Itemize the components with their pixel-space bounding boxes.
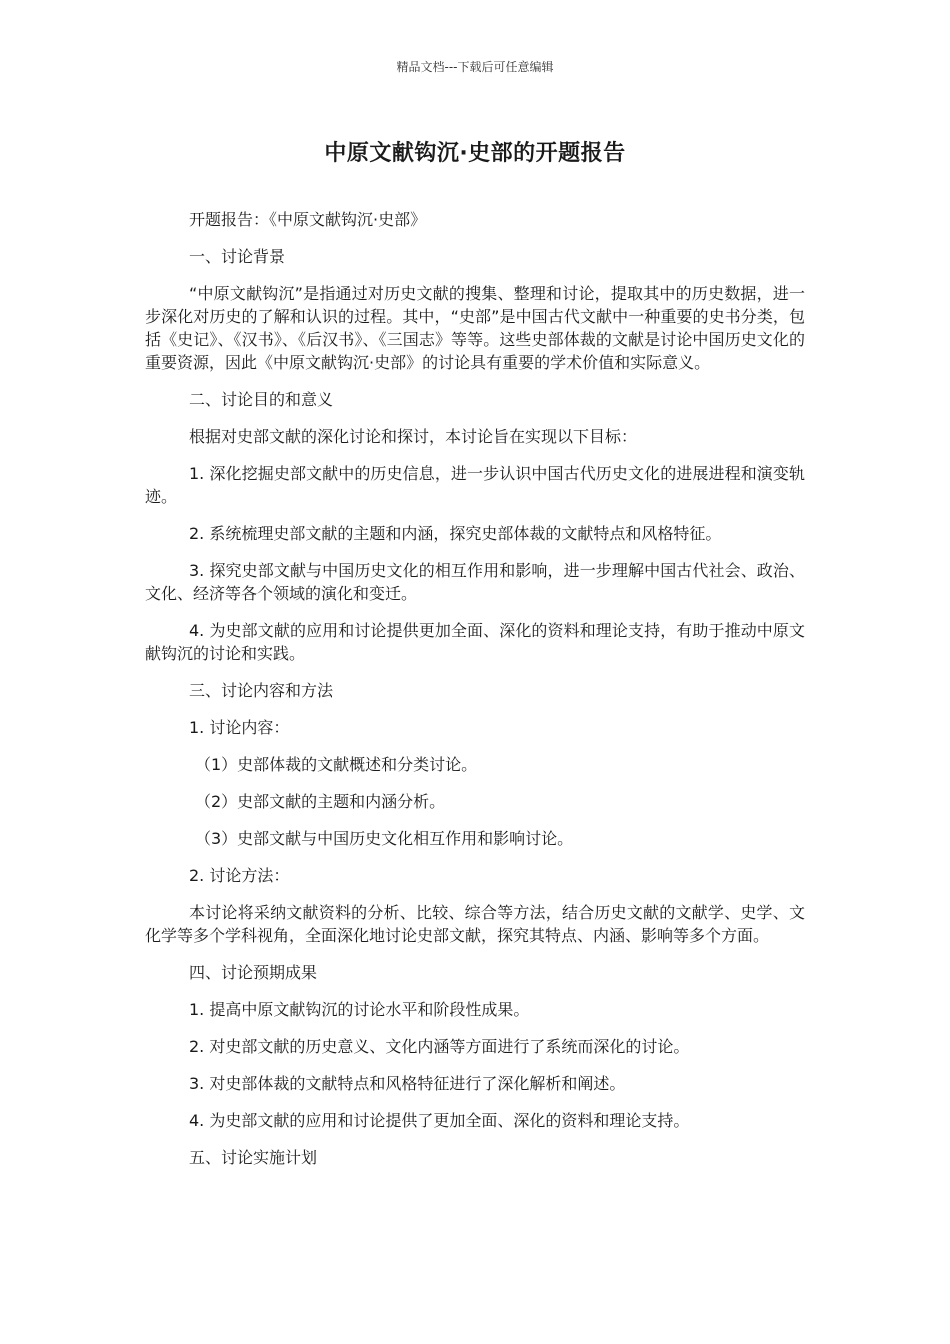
- section-heading-purpose: 二、讨论目的和意义: [189, 390, 334, 409]
- header-note: 精品文档---下载后可任意编辑: [396, 60, 554, 74]
- paragraph-background: “中原文献钩沉”是指通过对历史文献的搜集、整理和讨论，提取其中的历史数据，进一步深化对历史的了解和认识的过程。其中，“史部”是中国古代文献中一种重要的史书分类，包括《史记》、《汉书》、《后汉书》、《三国志》等等。这些史部体裁的文献是讨论中国历史文化的重要资源，因此《中原文献钩沉·史部》的讨论具有重要的学术价值和实际意义。: [145, 284, 805, 372]
- purpose-item-2: 2. 系统梳理史部文献的主题和内涵，探究史部体裁的文献特点和风格特征。: [189, 524, 722, 543]
- subheading-method: 2. 讨论方法：: [189, 866, 290, 885]
- outcome-item-2: 2. 对史部文献的历史意义、文化内涵等方面进行了系统而深化的讨论。: [189, 1037, 690, 1056]
- outcome-item-4: 4. 为史部文献的应用和讨论提供了更加全面、深化的资料和理论支持。: [189, 1111, 690, 1130]
- purpose-item-4: 4. 为史部文献的应用和讨论提供更加全面、深化的资料和理论支持，有助于推动中原文献钩沉的讨论和实践。: [145, 621, 805, 663]
- outcome-item-3: 3. 对史部体裁的文献特点和风格特征进行了深化解析和阐述。: [189, 1074, 626, 1093]
- purpose-item-1: 1. 深化挖掘史部文献中的历史信息，进一步认识中国古代历史文化的进展进程和演变轨迹。: [145, 464, 805, 506]
- paragraph-method: 本讨论将采纳文献资料的分析、比较、综合等方法，结合历史文献的文献学、史学、文化学等多个学科视角，全面深化地讨论史部文献，探究其特点、内涵、影响等多个方面。: [145, 903, 805, 945]
- section-heading-content-method: 三、讨论内容和方法: [189, 681, 334, 700]
- content-item-3: （3）史部文献与中国历史文化相互作用和影响讨论。: [195, 829, 574, 848]
- outcome-item-1: 1. 提高中原文献钩沉的讨论水平和阶段性成果。: [189, 1000, 530, 1019]
- subheading-content: 1. 讨论内容：: [189, 718, 290, 737]
- paragraph-purpose-intro: 根据对史部文献的深化讨论和探讨，本讨论旨在实现以下目标：: [189, 427, 638, 446]
- section-heading-outcomes: 四、讨论预期成果: [189, 963, 318, 982]
- purpose-item-3: 3. 探究史部文献与中国历史文化的相互作用和影响，进一步理解中国古代社会、政治、文化、经济等各个领域的演化和变迁。: [145, 561, 805, 603]
- section-heading-plan: 五、讨论实施计划: [189, 1148, 318, 1167]
- report-heading: 开题报告：《中原文献钩沉·史部》: [189, 210, 427, 229]
- content-item-2: （2）史部文献的主题和内涵分析。: [195, 792, 446, 811]
- document-title: 中原文献钩沉·史部的开题报告: [324, 141, 626, 166]
- content-item-1: （1）史部体裁的文献概述和分类讨论。: [195, 755, 478, 774]
- document-body: [145, 208, 805, 1183]
- section-heading-background: 一、讨论背景: [189, 247, 286, 266]
